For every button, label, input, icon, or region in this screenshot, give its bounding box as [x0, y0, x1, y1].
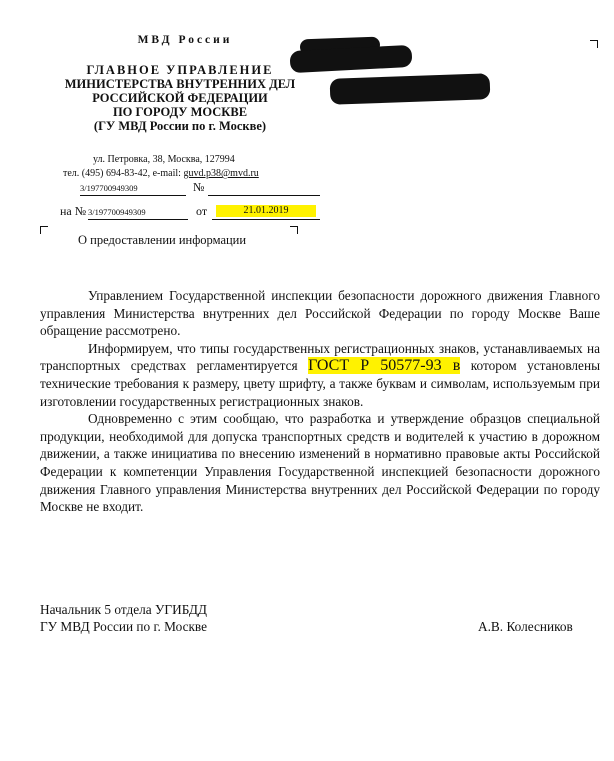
redaction-mark [330, 73, 491, 105]
reply-date-field [212, 203, 320, 220]
paragraph-2 [40, 340, 600, 410]
paragraph-3: Одновременно с этим сообщаю, что разработка и утверждение образцов специальной продукции, необходимой для допуска транспортных средств и водителей к участию в дорожном движении, а также инициатива по внесению изменений в нормативно правовые акты Российской Федерации к компетенции Управления Государственной инспекцией безопасности дорожного движения Главного управления Министерства внутренних дел Российской Федерации по городу Москве не входит. [40, 411, 600, 515]
signatory-position [40, 601, 207, 635]
reply-date: 21.01.2019 [216, 205, 316, 217]
paragraph-2-start: Информируем, что типы государственных регистрационных знаков, устанавливаемых на транспортных средствах регламентируется [40, 340, 600, 374]
org-line-2: МИНИСТЕРСТВА ВНУТРЕННИХ ДЕЛ [64, 77, 296, 91]
number-field-line [208, 194, 320, 196]
contacts [63, 168, 259, 179]
corner-mark-top-right [590, 40, 598, 48]
address: ул. Петровка, 38, Москва, 127994 [93, 154, 235, 165]
gost-highlight: ГОСТ Р 50577-93 в [308, 357, 461, 375]
position-line-1: Начальник 5 отдела УГИБДД [40, 602, 207, 617]
org-line-1: ГЛАВНОЕ УПРАВЛЕНИЕ [86, 63, 274, 77]
org-header [45, 63, 315, 133]
number-sign: № [193, 180, 205, 194]
position-line-2: ГУ МВД России по г. Москве [40, 619, 208, 634]
corner-mark-right [290, 226, 298, 234]
corner-mark-left [40, 226, 48, 234]
from-label: от [196, 204, 208, 218]
outgoing-number: 3/197700949309 [80, 183, 186, 196]
on-number-label: на № [60, 204, 87, 218]
paragraph-1: Управлением Государственной инспекции безопасности дорожного движения Главного управления Министерства внутренних дел Российской Федерации по городу Москве Ваше обращение рассмотрено. [40, 288, 600, 339]
reply-number: 3/197700949309 [88, 207, 188, 220]
signatory-name: А.В. Колесников [478, 619, 573, 634]
email-link[interactable]: guvd.p38@mvd.ru [183, 168, 259, 179]
ministry-short: МВД России [137, 34, 233, 46]
subject-line: О предоставлении информации [78, 233, 247, 247]
phone: тел. (495) 694-83-42, e-mail: [63, 168, 184, 179]
paragraph-2-end: котором установлены технические требования к размеру, цвету шрифту, а также буквам и символам, используемым при изготовлении государственных регистрационных знаков. [40, 358, 601, 409]
letter-body [40, 287, 600, 516]
org-line-4: ПО ГОРОДУ МОСКВЕ [112, 105, 248, 119]
org-line-3: РОССИЙСКОЙ ФЕДЕРАЦИИ [92, 91, 268, 105]
org-line-5: (ГУ МВД России по г. Москве) [93, 119, 267, 133]
